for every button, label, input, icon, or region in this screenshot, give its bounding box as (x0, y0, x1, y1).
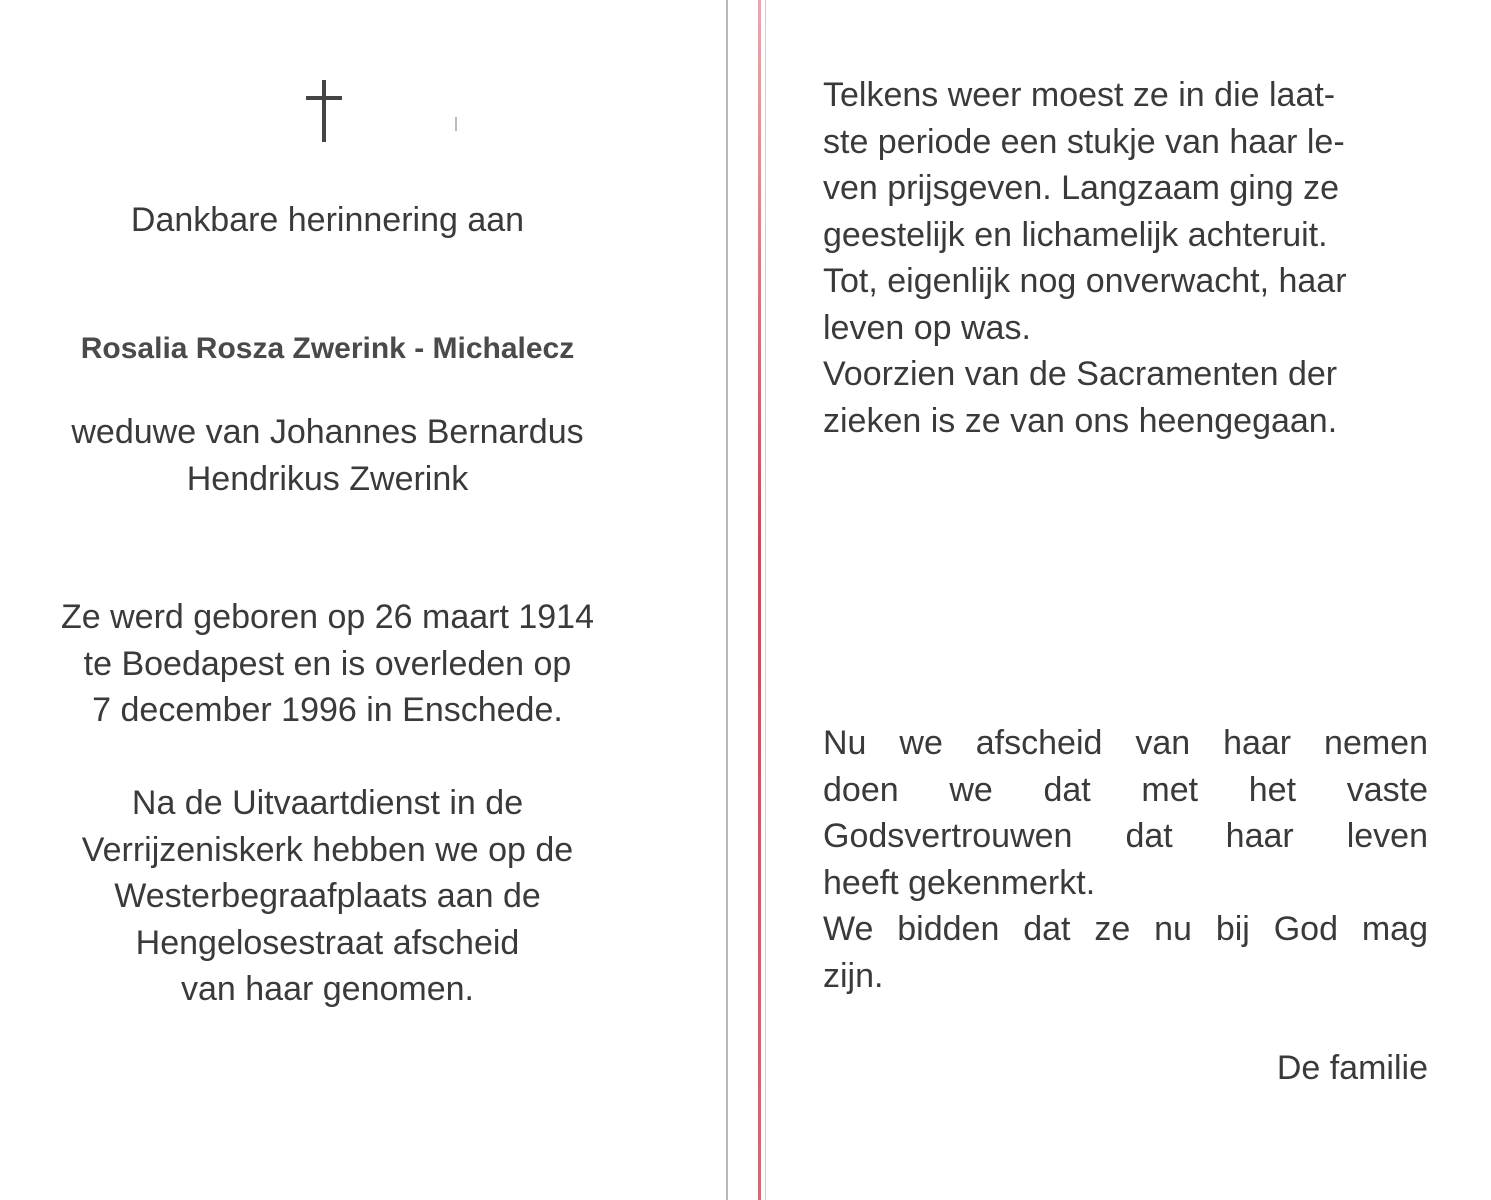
text-line: heeft gekenmerkt. (823, 863, 1096, 902)
birth-line: te Boedapest en is overleden op (83, 644, 572, 683)
paragraph-farewell (823, 720, 1428, 999)
funeral-line: Na de Uitvaartdienst in de (131, 784, 524, 822)
birth-line: Ze werd geboren op 26 maart 1914 (60, 598, 594, 636)
birth-death-text (0, 594, 655, 734)
text-line: Godsvertrouwen dat haar leven (823, 817, 1428, 855)
text-line: We bidden dat ze nu bij God mag (823, 910, 1428, 948)
funeral-line: Westerbegraafplaats aan de (114, 877, 541, 915)
paragraph-decline (823, 72, 1428, 444)
cross-icon (306, 80, 342, 142)
birth-line: 7 december 1996 in Enschede. (92, 691, 563, 729)
text-line: Tot, eigenlijk nog onverwacht, haar (823, 262, 1347, 300)
fold-line (726, 0, 728, 1200)
funeral-text (0, 780, 655, 1013)
funeral-line: Verrijzeniskerk hebben we op de (81, 830, 574, 869)
text-line: ste periode een stukje van haar le- (823, 122, 1345, 161)
left-card-panel (0, 0, 725, 1200)
text-line: zijn. (823, 956, 884, 995)
right-card-panel (768, 0, 1491, 1200)
widow-line: Hendrikus Zwerink (186, 459, 469, 498)
text-line: doen we dat met het vaste (823, 770, 1428, 809)
text-line: Nu we afscheid van haar nemen (823, 724, 1428, 762)
fold-line (765, 0, 766, 1200)
widow-line: weduwe van Johannes Bernardus (71, 413, 584, 451)
text-line: leven op was. (823, 308, 1031, 347)
deceased-name: Rosalia Rosza Zwerink - Michalecz (80, 332, 575, 365)
print-speck (455, 117, 457, 131)
intro-text: Dankbare herinnering aan (130, 201, 525, 239)
text-line: Voorzien van de Sacramenten der (823, 355, 1338, 393)
text-line: geestelijk en lichamelijk achteruit. (823, 215, 1328, 254)
funeral-line: Hengelosestraat afscheid (135, 923, 520, 962)
signature: De familie (1276, 1049, 1428, 1087)
text-line: Telkens weer moest ze in die laat- (823, 76, 1336, 114)
widow-text (0, 409, 655, 502)
text-line: zieken is ze van ons heengegaan. (823, 401, 1338, 440)
fold-red-edge (758, 0, 761, 1200)
funeral-line: van haar genomen. (181, 970, 474, 1008)
text-line: ven prijsgeven. Langzaam ging ze (823, 169, 1339, 207)
